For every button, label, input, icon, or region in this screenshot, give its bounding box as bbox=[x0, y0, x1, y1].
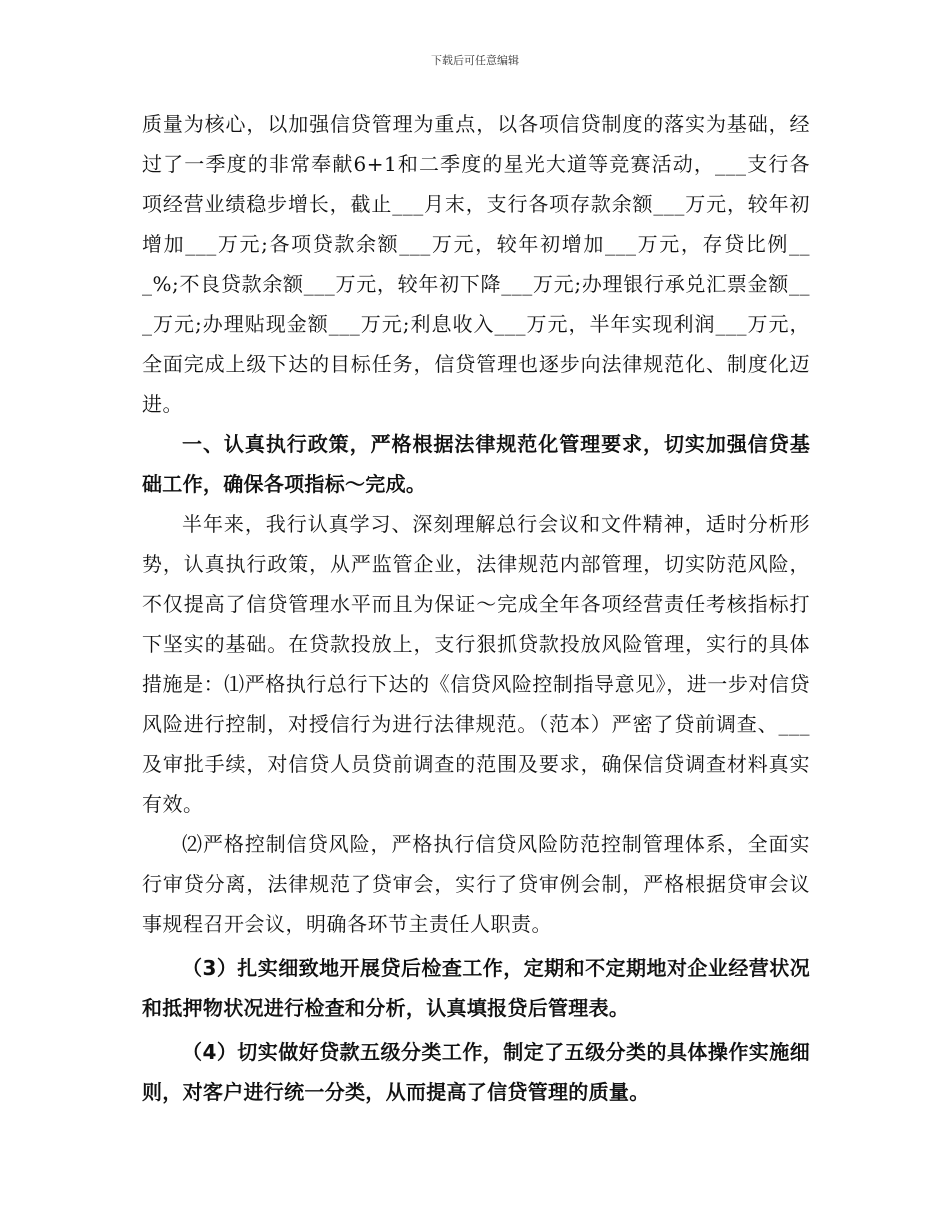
paragraph-measures: 半年来，我行认真学习、深刻理解总行会议和文件精神，适时分析形势，认真执行政策，从严监管企业，法律规范内部管理，切实防范风险，不仅提高了信贷管理水平而且为保证～完成全年各项经营责任考核指标打下坚实的基础。在贷款投放上，支行狠抓贷款投放风险管理，实行的具体措施是：⑴严格执行总行下达的《信贷风险控制指导意见》，进一步对信贷风险进行控制，对授信行为进行法律规范。（范本）严密了贷前调查、___及审批手续，对信贷人员贷前调查的范围及要求，确保信贷调查材料真实有效。 bbox=[142, 512, 810, 816]
section-heading-1: 一、认真执行政策，严格根据法律规范化管理要求，切实加强信贷基础工作，确保各项指标～完成。 bbox=[142, 432, 810, 496]
page-header: 下载后可任意编辑 bbox=[431, 54, 519, 67]
paragraph-five-level-classification: （4）切实做好贷款五级分类工作，制定了五级分类的具体操作实施细则，对客户进行统一分类，从而提高了信贷管理的质量。 bbox=[142, 1040, 810, 1104]
paragraph-post-loan-check: （3）扎实细致地开展贷后检查工作，定期和不定期地对企业经营状况和抵押物状况进行检查和分析，认真填报贷后管理表。 bbox=[142, 956, 810, 1020]
document-body bbox=[142, 104, 810, 1112]
paragraph-risk-control: ⑵严格控制信贷风险，严格执行信贷风险防范控制管理体系，全面实行审贷分离，法律规范了贷审会，实行了贷审例会制，严格根据贷审会议事规程召开会议，明确各环节主责任人职责。 bbox=[142, 832, 810, 936]
paragraph-summary: 质量为核心，以加强信贷管理为重点，以各项信贷制度的落实为基础，经过了一季度的非常奉献6+1和二季度的星光大道等竞赛活动，___支行各项经营业绩稳步增长，截止___月末，支行各项存款余额___万元，较年初增加___万元;各项贷款余额___万元，较年初增加___万元，存贷比例___%;不良贷款余额___万元，较年初下降___万元;办理银行承兑汇票金额___万元;办理贴现金额___万元;利息收入___万元，半年实现利润___万元，全面完成上级下达的目标任务，信贷管理也逐步向法律规范化、制度化迈进。 bbox=[142, 112, 810, 416]
